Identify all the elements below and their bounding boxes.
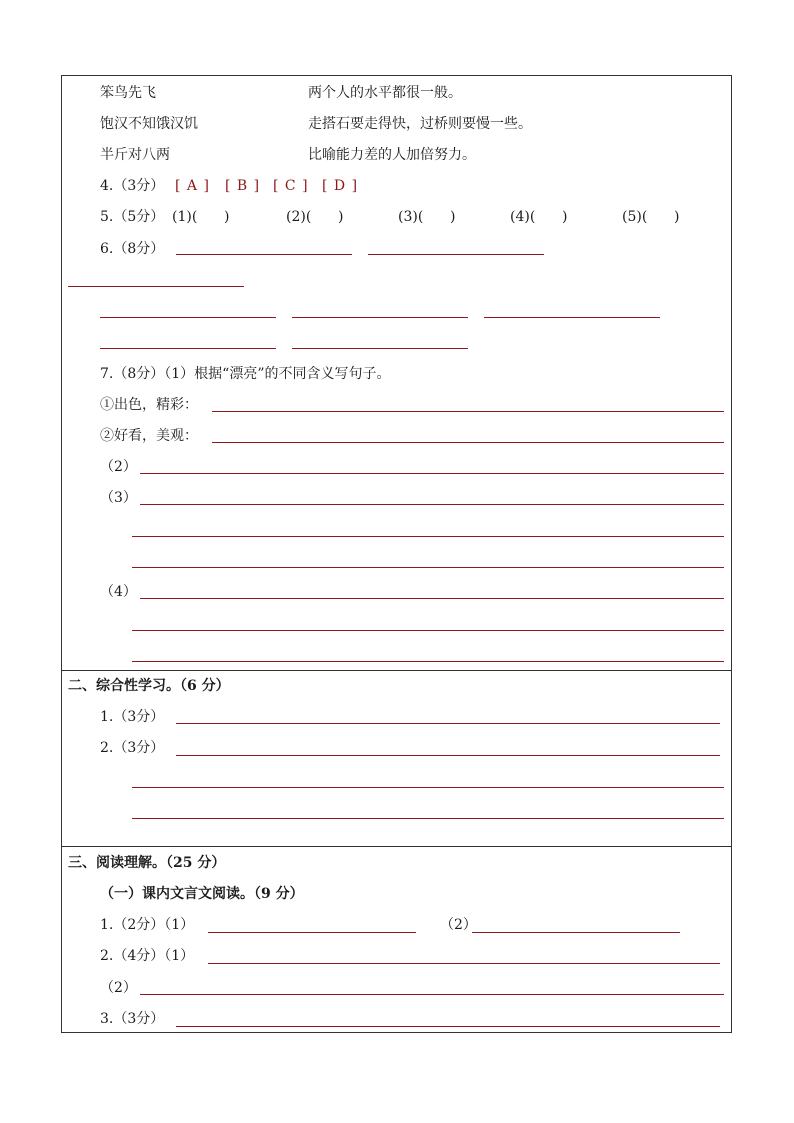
answer-blank[interactable]: (5)( ) [622,209,680,225]
answer-line[interactable] [100,348,276,349]
answer-line[interactable] [140,598,724,599]
idiom-term: 笨鸟先飞 [100,85,156,101]
answer-line[interactable] [368,254,544,255]
question-6-label: 6.（8分） [100,241,165,257]
section-2-q1-label: 1.（3分） [100,709,165,725]
section-3-q2-part2: （2） [100,980,137,996]
section-3-subheading: （一）课内文言文阅读。（9 分） [100,886,304,902]
section-3-q1-part2: （2） [440,917,477,933]
answer-line[interactable] [484,317,660,318]
option-d-bubble[interactable]: [ D ] [322,178,359,194]
section-divider [61,670,732,671]
answer-line[interactable] [208,932,416,933]
answer-line[interactable] [292,317,468,318]
answer-line[interactable] [132,818,724,819]
question-7-part4: （4） [100,584,137,600]
answer-line[interactable] [140,473,724,474]
idiom-meaning: 比喻能力差的人加倍努力。 [308,147,476,163]
answer-line[interactable] [132,661,724,662]
section-3-q1-label: 1.（2分）（1） [100,917,195,933]
option-a-bubble[interactable]: [ A ] [175,178,210,194]
answer-line[interactable] [176,755,720,756]
idiom-meaning: 走搭石要走得快，过桥则要慢一些。 [308,116,532,132]
answer-blank[interactable]: (1)( ) [172,209,230,225]
section-3-q3-label: 3.（3分） [100,1011,165,1027]
answer-blank[interactable]: (4)( ) [510,209,568,225]
answer-line[interactable] [68,286,244,287]
question-7-sub2: ②好看，美观： [100,428,198,444]
answer-line[interactable] [212,411,724,412]
answer-line[interactable] [132,630,724,631]
answer-line[interactable] [100,317,276,318]
question-7-part2: （2） [100,459,137,475]
answer-blank[interactable]: (2)( ) [286,209,344,225]
idiom-term: 饱汉不知饿汉饥 [100,116,198,132]
option-b-bubble[interactable]: [ B ] [225,178,261,194]
question-4-label: 4.（3分） [100,178,165,194]
question-5-label: 5.（5分） [100,209,165,225]
answer-line[interactable] [176,723,720,724]
answer-line[interactable] [212,442,724,443]
answer-line[interactable] [208,963,720,964]
section-3-heading: 三、阅读理解。（25 分） [68,855,226,871]
section-3-q2-label: 2.（4分）（1） [100,948,195,964]
answer-line[interactable] [132,536,724,537]
idiom-meaning: 两个人的水平都很一般。 [308,85,462,101]
question-7-part3: （3） [100,490,137,506]
option-c-bubble[interactable]: [ C ] [273,178,309,194]
answer-line[interactable] [176,254,352,255]
answer-line[interactable] [292,348,468,349]
section-2-heading: 二、综合性学习。（6 分） [68,678,230,694]
section-2-q2-label: 2.（3分） [100,740,165,756]
answer-line[interactable] [140,504,724,505]
answer-line[interactable] [132,567,724,568]
answer-blank[interactable]: (3)( ) [398,209,456,225]
idiom-term: 半斤对八两 [100,147,170,163]
answer-line[interactable] [132,787,724,788]
answer-line[interactable] [140,994,724,995]
section-divider [61,846,732,847]
answer-line[interactable] [176,1026,720,1027]
question-7-sub1: ①出色，精彩： [100,397,198,413]
answer-line[interactable] [472,932,680,933]
question-7-label: 7.（8分）（1）根据“漂亮”的不同含义写句子。 [100,366,391,382]
